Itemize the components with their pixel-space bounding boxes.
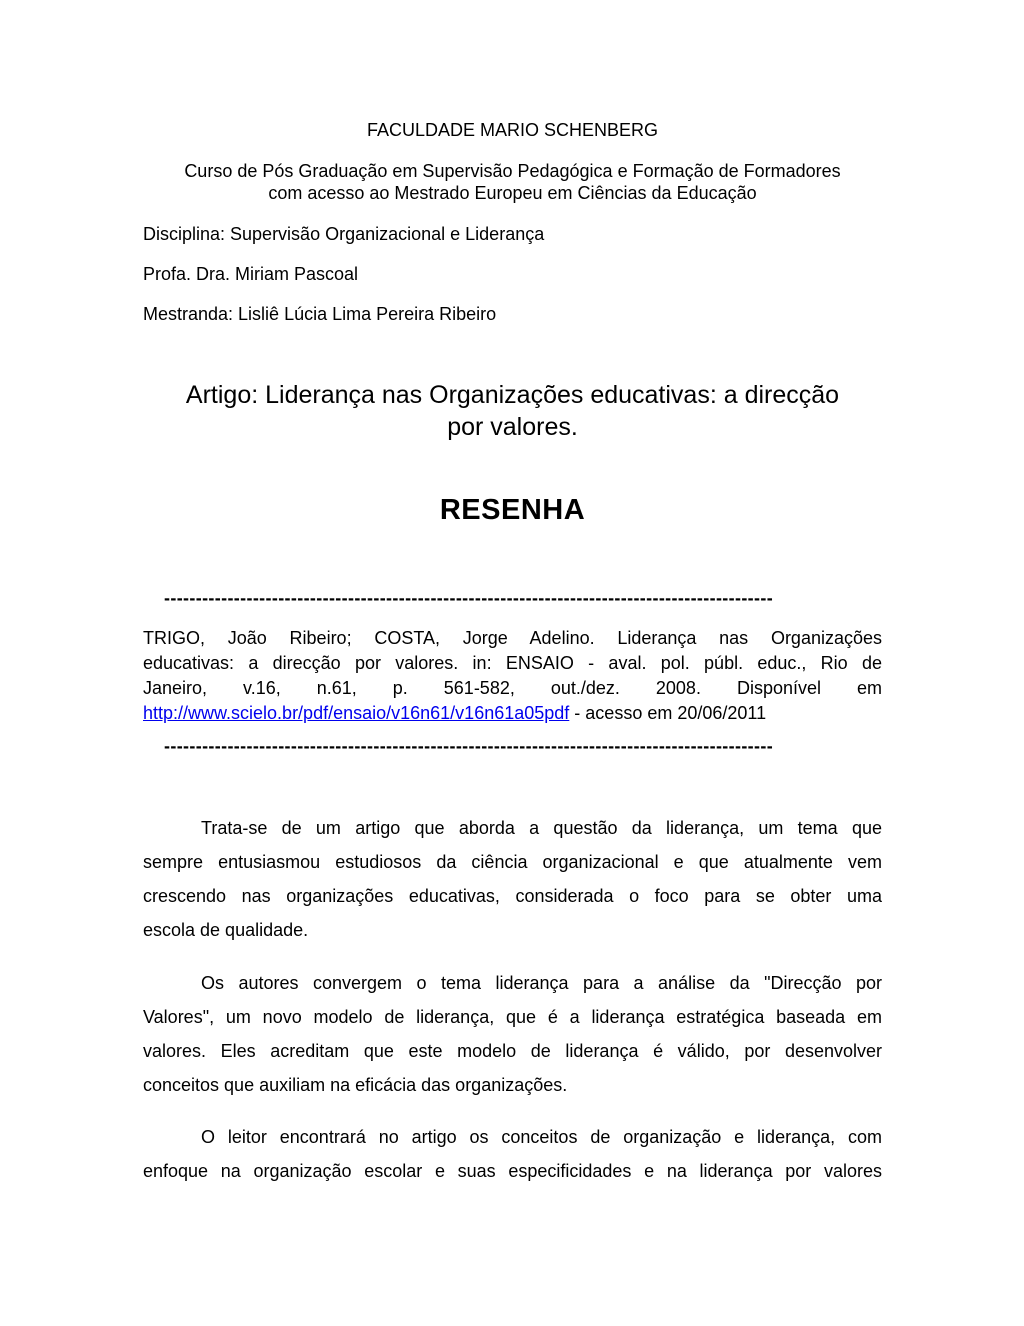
reference-block xyxy=(143,627,882,724)
paragraph-line: sempre entusiasmou estudiosos da ciência organizacional e que atualmente vem xyxy=(143,852,882,872)
article-title-line-2: por valores. xyxy=(447,413,578,441)
article-title-line-1: Artigo: Liderança nas Organizações educativas: a direcção xyxy=(185,381,840,409)
student-line: Mestranda: Lisliê Lúcia Lima Pereira Ribeiro xyxy=(143,304,497,324)
professor-line: Profa. Dra. Miriam Pascoal xyxy=(143,264,359,284)
reference-url-link[interactable]: http://www.scielo.br/pdf/ensaio/v16n61/v16n61a05pdf xyxy=(143,703,570,723)
separator-bottom: ------------------------------------------------------------------------------------------------ xyxy=(164,736,774,756)
paragraph-3 xyxy=(143,1120,882,1188)
paragraph-line: crescendo nas organizações educativas, considerada o foco para se obter uma xyxy=(143,886,882,906)
reference-access-date: - acesso em 20/06/2011 xyxy=(569,703,767,723)
paragraph-1 xyxy=(143,811,882,947)
discipline-line: Disciplina: Supervisão Organizacional e Liderança xyxy=(143,224,545,244)
paragraph-line: Valores", um novo modelo de liderança, que é a liderança estratégica baseada em xyxy=(143,1007,882,1027)
course-line-2: com acesso ao Mestrado Europeu em Ciências da Educação xyxy=(268,183,757,203)
course-line-1: Curso de Pós Graduação em Supervisão Pedagógica e Formação de Formadores xyxy=(184,161,841,181)
paragraph-line: O leitor encontrará no artigo os conceitos de organização e liderança, com xyxy=(201,1127,882,1147)
reference-line-4 xyxy=(143,702,882,724)
paragraph-line: Os autores convergem o tema liderança para a análise da "Direcção por xyxy=(201,973,882,993)
separator-top: ------------------------------------------------------------------------------------------------ xyxy=(164,588,774,608)
paragraph-line: enfoque na organização escolar e suas especificidades e na liderança por valores xyxy=(143,1161,882,1181)
reference-line-2: educativas: a direcção por valores. in: ENSAIO - aval. pol. públ. educ., Rio de xyxy=(143,653,882,673)
reference-line-3: Janeiro, v.16, n.61, p. 561-582, out./dez. 2008. Disponível em xyxy=(143,678,882,698)
paragraph-line: Trata-se de um artigo que aborda a questão da liderança, um tema que xyxy=(201,818,882,838)
reference-line-1: TRIGO, João Ribeiro; COSTA, Jorge Adelino. Liderança nas Organizações xyxy=(143,628,882,648)
paragraph-line: conceitos que auxiliam na eficácia das organizações. xyxy=(143,1075,568,1095)
paragraph-line: valores. Eles acreditam que este modelo de liderança é válido, por desenvolver xyxy=(143,1041,882,1061)
paragraph-2 xyxy=(143,966,882,1102)
institution-name: FACULDADE MARIO SCHENBERG xyxy=(366,120,659,140)
review-heading: RESENHA xyxy=(439,494,586,526)
paragraph-line: escola de qualidade. xyxy=(143,920,309,940)
